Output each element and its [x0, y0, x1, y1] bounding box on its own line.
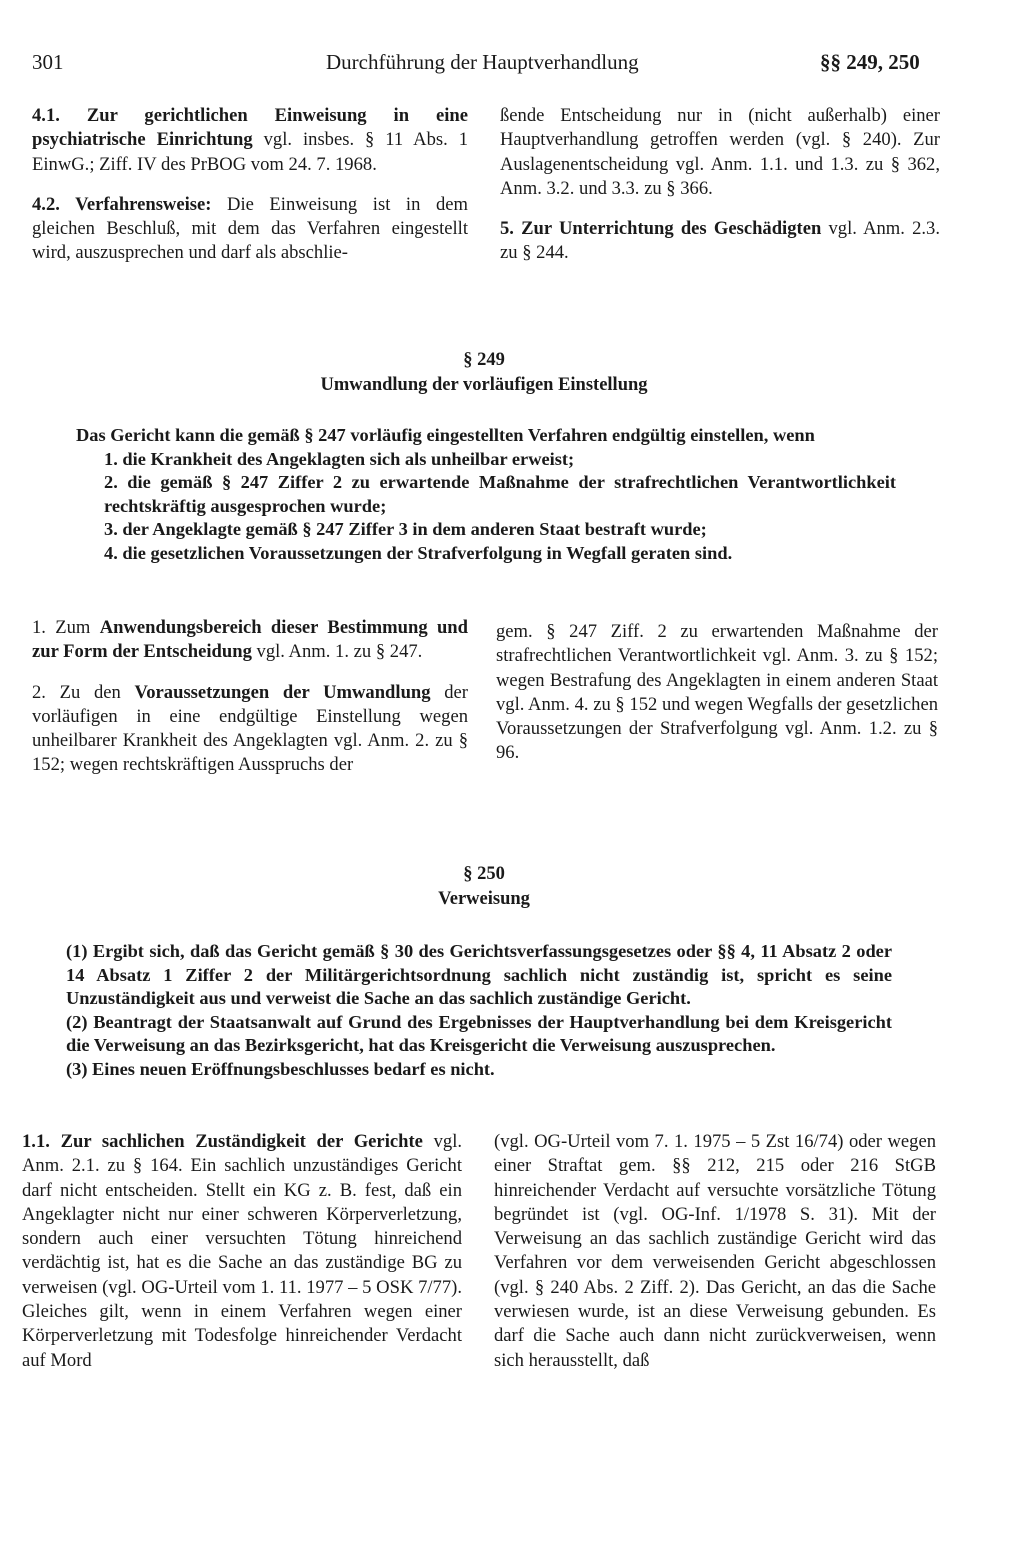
note-249-continuation: gem. § 247 Ziff. 2 zu erwartenden Maßnahme der strafrechtlichen Verantwortlichkeit vgl. Anm. 3. zu § 152; wegen Bestrafung des Angeklagten in einem anderen Staat vgl. Anm. 4. zu § 152 und wegen Wegfalls der gesetzlichen Voraussetzungen der Strafverfolgung vgl. Anm. 1.2. zu § 96.	[496, 621, 938, 764]
note-continuation: ßende Entscheidung nur in (nicht außerhalb) einer Hauptverhandlung getroffen werden (vgl. § 240). Zur Auslagenentscheidung vgl. Anm. 1.1. und 1.3. zu § 362, Anm. 3.2. und 3.3. zu § 366.	[500, 105, 940, 199]
section-250-statute	[66, 940, 892, 1082]
top-right-column	[500, 104, 940, 266]
note-249-1-pre: 1. Zum	[32, 617, 100, 638]
note-5-lead: 5. Zur Unterrichtung des Geschädigten	[500, 218, 822, 240]
note-249-1	[32, 616, 468, 665]
section-250-right-column	[494, 1130, 936, 1373]
note-4-2-text: Die Einweisung ist in dem gleichen Beschluß, mit dem das Verfahren eingestellt wird, auszusprechen und darf als abschlie-	[32, 193, 468, 264]
page-number: 301	[32, 50, 64, 74]
section-249-right-column	[496, 620, 938, 766]
section-249-title: Umwandlung der vorläufigen Einstellung	[320, 375, 648, 395]
running-title: Durchführung der Hauptverhandlung	[326, 50, 639, 74]
top-left-column	[32, 104, 468, 266]
note-5	[500, 217, 940, 266]
note-4-2	[32, 193, 468, 266]
note-250-1-1	[22, 1130, 462, 1373]
section-249-number: § 249	[463, 350, 505, 370]
note-250-1-1-text: vgl. Anm. 2.1. zu § 164. Ein sachlich unzuständiges Gericht darf nicht entscheiden. Stellt ein KG z. B. fest, daß ein Angeklagter nicht nur einer schweren Körperverletzung, sondern auch einer versuchten Tötung hinreichend verdächtig ist, hat es die Sache an das zuständige BG zu verweisen (vgl. OG-Urteil vom 1. 11. 1977 – 5 OSK 7/77). Gleiches gilt, wenn in einem Verfahren wegen einer Körperverletzung mit Todesfolge hinreichender Verdacht auf Mord	[22, 1131, 463, 1371]
section-250-title: Verweisung	[438, 889, 530, 909]
statute-249-item-4: 4. die gesetzlichen Voraussetzungen der Strafverfolgung in Wegfall geraten sind.	[104, 542, 733, 563]
section-250-number: § 250	[463, 864, 505, 884]
note-250-continuation: (vgl. OG-Urteil vom 7. 1. 1975 – 5 Zst 16/74) oder wegen einer Straftat gem. §§ 212, 215 oder 216 StGB hinreichender Verdacht auf versuchte vorsätzliche Tötung begründet ist (vgl. OG-Inf. 1/1978 S. 31). Mit der Verweisung an das sachlich zuständige Gericht wird das Verfahren vor dem verweisenden Gericht abgeschlossen (vgl. § 240 Abs. 2 Ziff. 2). Das Gericht, an das die Sache verwiesen wurde, ist an diese Verweisung gebunden. Es darf die Sache auch dann nicht zurückverweisen, wenn sich herausstellt, daß	[494, 1131, 936, 1371]
section-249-left-column	[32, 616, 468, 778]
statute-249-item-3: 3. der Angeklagte gemäß § 247 Ziffer 3 in dem anderen Staat bestraft wurde;	[104, 519, 707, 540]
section-249-statute	[76, 424, 896, 566]
note-249-2-text: der vorläufigen in eine endgültige Einstellung wegen unheilbarer Krankheit des Angeklagten vgl. Anm. 2. zu § 152; wegen rechtskräftigen Ausspruchs der	[32, 681, 468, 776]
note-249-1-text: vgl. Anm. 1. zu § 247.	[251, 641, 423, 663]
note-4-2-lead: 4.2. Verfahrensweise:	[32, 193, 212, 215]
note-250-1-1-lead: 1.1. Zur sachlichen Zuständigkeit der Gerichte	[22, 1131, 423, 1152]
section-250-left-column	[22, 1130, 462, 1373]
statute-249-item-1: 1. die Krankheit des Angeklagten sich als unheilbar erweist;	[104, 448, 575, 469]
statute-249-intro: Das Gericht kann die gemäß § 247 vorläufig eingestellten Verfahren endgültig einstellen, wenn	[76, 425, 815, 445]
note-249-2-lead: Voraussetzungen der Umwandlung	[134, 681, 431, 703]
statute-250-para-3: (3) Eines neuen Eröffnungsbeschlusses bedarf es nicht.	[66, 1058, 495, 1079]
note-4-1	[32, 104, 468, 177]
statute-249-item-2: 2. die gemäß § 247 Ziffer 2 zu erwartende Maßnahme der strafrechtlichen Verantwortlichkeit rechtskräftig ausgesprochen wurde;	[104, 472, 896, 516]
note-249-1-lead: Anwendungsbereich dieser Bestimmung und zur Form der Entscheidung	[32, 617, 468, 663]
note-4-1-lead: 4.1. Zur gerichtlichen Einweisung in eine psychiatrische Einrichtung	[32, 105, 468, 151]
note-4-1-text: vgl. insbes. § 11 Abs. 1 EinwG.; Ziff. IV des PrBOG vom 24. 7. 1968.	[32, 129, 468, 175]
statute-250-para-2: (2) Beantragt der Staatsanwalt auf Grund des Ergebnisses der Hauptverhandlung bei dem Kreisgericht die Verweisung an das Bezirksgericht, hat das Kreisgericht die Verweisung auszusprechen.	[66, 1011, 892, 1056]
running-sections: §§ 249, 250	[820, 50, 920, 74]
statute-250-para-1: (1) Ergibt sich, daß das Gericht gemäß § 30 des Gerichtsverfassungsgesetzes oder §§ 4, 11 Absatz 2 oder 14 Absatz 1 Ziffer 2 der Militärgerichtsordnung sachlich nicht zuständig ist, spricht es seine Unzuständigkeit aus und verweist die Sache an das sachlich zuständige Gericht.	[66, 941, 892, 1009]
note-249-2	[32, 681, 468, 778]
note-249-2-pre: 2. Zu den	[32, 681, 135, 703]
note-5-text: vgl. Anm. 2.3. zu § 244.	[500, 218, 940, 264]
